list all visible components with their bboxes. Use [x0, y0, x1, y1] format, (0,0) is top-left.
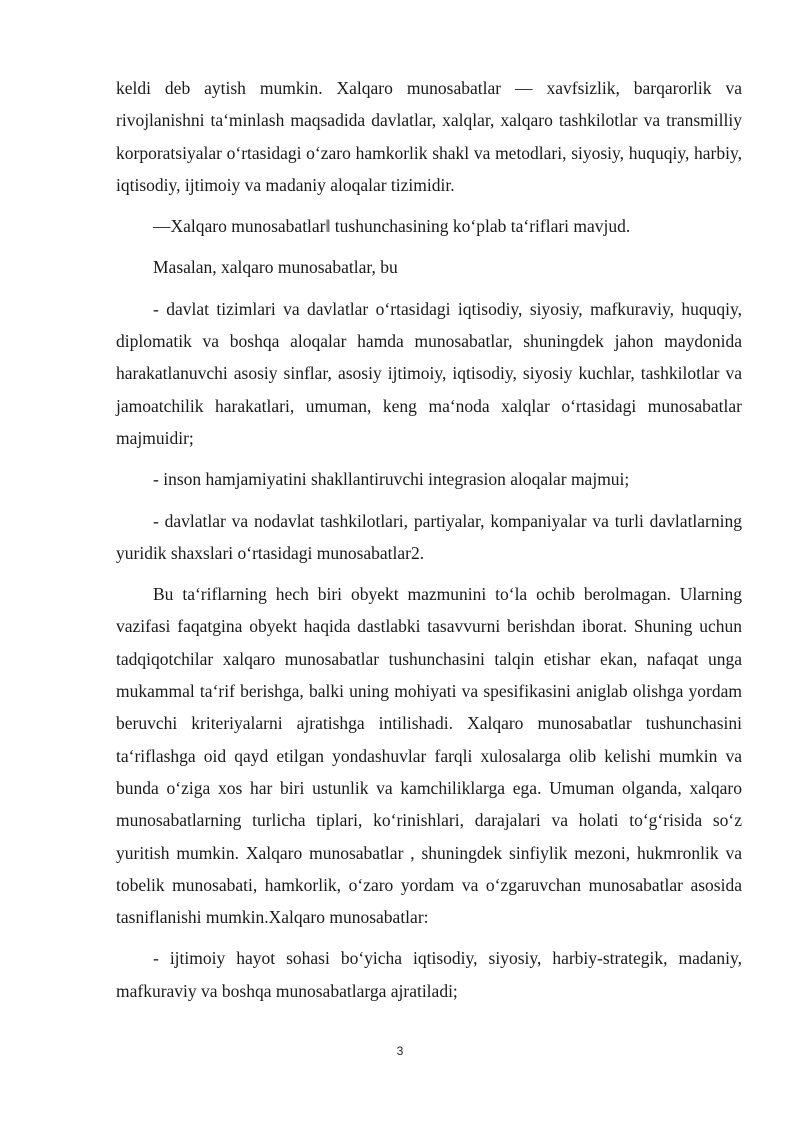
paragraph-definitions-intro: ―Xalqaro munosabatlar‖ tushunchasining koʻplab taʻriflari mavjud.: [153, 216, 631, 237]
list-item-definition-2: - inson hamjamiyatini shakllantiruvchi integrasion aloqalar majmui;: [153, 469, 630, 490]
list-item-definition-3: - davlatlar va nodavlat tashkilotlari, partiyalar, kompaniyalar va turli davlatlarning yuridik shaxslari oʻrtasidagi munosabatlar2.: [116, 510, 742, 563]
document-page: [116, 72, 742, 1016]
paragraph-continuation: keldi deb aytish mumkin. Xalqaro munosabatlar — xavfsizlik, barqarorlik va rivojlanishni taʻminlash maqsadida davlatlar, xalqlar, xalqaro tashkilotlar va transmilliy korporatsiyalar oʻrtasidagi oʻzaro hamkorlik shakl va metodlari, siyosiy, huquqiy, harbiy, iqtisodiy, ijtimoiy va madaniy aloqalar tizimidir.: [116, 78, 742, 195]
paragraph-analysis: Bu taʻriflarning hech biri obyekt mazmunini toʻla ochib berolmagan. Ularning vazifasi faqatgina obyekt haqida dastlabki tasavvurni berishdan iborat. Shuning uchun tadqiqotchilar xalqaro munosabatlar tushunchasini talqin etishar ekan, nafaqat unga mukammal taʻrif berishga, balki uning mohiyati va spesifikasini aniglab olishga yordam beruvchi kriteriyalarni ajratishga intilishadi. Xalqaro munosabatlar tushunchasini taʻriflashga oid qayd etilgan yondashuvlar farqli xulosalarga olib kelishi mumkin va bunda oʻziga xos har biri ustunlik va kamchiliklarga ega. Umuman olganda, xalqaro munosabatlarning turlicha tiplari, koʻrinishlari, darajalari va holati toʻgʻrisida soʻz yuritish mumkin. Xalqaro munosabatlar , shuningdek sinfiylik mezoni, hukmronlik va tobelik munosabati, hamkorlik, oʻzaro yordam va oʻzgaruvchan munosabatlar asosida tasniflanishi mumkin.Xalqaro munosabatlar:: [116, 584, 742, 928]
list-item-classification-1: - ijtimoiy hayot sohasi boʻyicha iqtisodiy, siyosiy, harbiy-strategik, madaniy, mafkuraviy va boshqa munosabatlarga ajratiladi;: [116, 948, 742, 1001]
page-number: 3: [396, 1044, 404, 1058]
paragraph-example-intro: Masalan, xalqaro munosabatlar, bu: [153, 257, 398, 278]
list-item-definition-1: - davlat tizimlari va davlatlar oʻrtasidagi iqtisodiy, siyosiy, mafkuraviy, huquqiy, diplomatik va boshqa aloqalar hamda munosabatlar, shuningdek jahon maydonida harakatlanuvchi asosiy sinflar, asosiy ijtimoiy, iqtisodiy, siyosiy kuchlar, tashkilotlar va jamoatchilik harakatlari, umuman, keng maʻnoda xalqlar oʻrtasidagi munosabatlar majmuidir;: [116, 298, 742, 448]
